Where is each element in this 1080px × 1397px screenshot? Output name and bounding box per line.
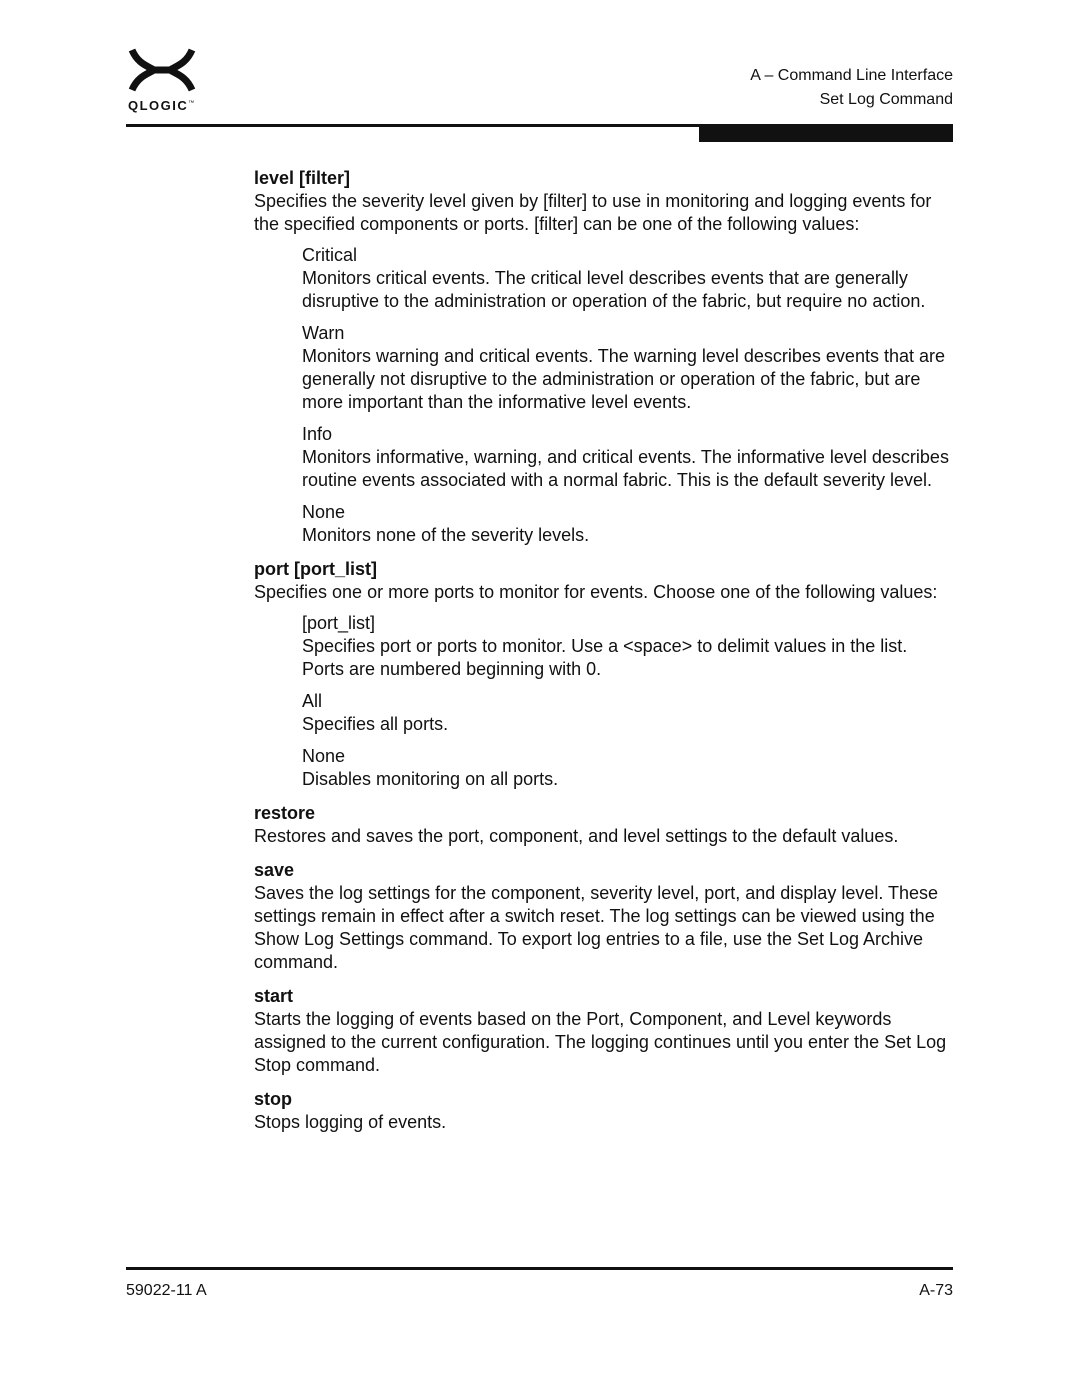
value-description: Monitors none of the severity levels. <box>302 525 590 545</box>
keyword-description: Specifies the severity level given by [filter] to use in monitoring and logging events for the specified components or ports. [filter] can be one of the following values: <box>254 191 932 234</box>
value-term: [port_list] <box>302 613 376 633</box>
value-term: Info <box>302 424 333 444</box>
value-term: None <box>302 502 346 522</box>
value-item <box>302 322 954 414</box>
value-term: None <box>302 746 346 766</box>
trademark-symbol: ™ <box>188 100 195 107</box>
running-header <box>750 64 953 112</box>
qlogic-logo <box>126 46 202 113</box>
value-description: Monitors warning and critical events. The warning level describes events that are generally not disruptive to the administration or operation of the fabric, but are more important than the informative level events. <box>302 346 945 412</box>
keyword-term: port [port_list] <box>254 559 377 579</box>
page-body <box>254 167 954 1145</box>
keyword-description: Saves the log settings for the component, severity level, port, and display level. These settings remain in effect after a switch reset. The log settings can be viewed using the Show Log Settings command. To export log entries to a file, use the Set Log Archive command. <box>254 883 939 972</box>
value-item <box>302 423 954 492</box>
keyword-term: start <box>254 986 294 1006</box>
page-number: A-73 <box>919 1282 953 1299</box>
value-item <box>302 745 954 791</box>
section-title: Set Log Command <box>819 91 953 108</box>
keyword-description: Restores and saves the port, component, and level settings to the default values. <box>254 826 899 846</box>
value-term: Warn <box>302 323 345 343</box>
entry-level <box>254 167 954 547</box>
value-term: Critical <box>302 245 358 265</box>
keyword-description: Specifies one or more ports to monitor for events. Choose one of the following values: <box>254 582 938 602</box>
keyword-description: Starts the logging of events based on the Port, Component, and Level keywords assigned to the current configuration. The logging continues until you enter the Set Log Stop command. <box>254 1009 947 1075</box>
value-description: Monitors informative, warning, and critical events. The informative level describes routine events associated with a normal fabric. This is the default severity level. <box>302 447 949 490</box>
footer-rule <box>126 1267 953 1270</box>
value-description: Specifies port or ports to monitor. Use a <space> to delimit values in the list. Ports are numbered beginning with 0. <box>302 636 908 679</box>
value-item <box>302 244 954 313</box>
value-description: Specifies all ports. <box>302 714 449 734</box>
header-rule-block <box>699 124 953 142</box>
chapter-title: A – Command Line Interface <box>750 67 953 84</box>
keyword-term: restore <box>254 803 316 823</box>
document-number: 59022-11 A <box>126 1282 207 1299</box>
keyword-term: stop <box>254 1089 292 1109</box>
value-item <box>302 501 954 547</box>
entry-restore <box>254 802 954 848</box>
value-term: All <box>302 691 323 711</box>
entry-save <box>254 859 954 974</box>
value-description: Monitors critical events. The critical level describes events that are generally disruptive to the administration or operation of the fabric, but require no action. <box>302 268 926 311</box>
entry-start <box>254 985 954 1077</box>
value-item <box>302 690 954 736</box>
value-item <box>302 612 954 681</box>
keyword-description: Stops logging of events. <box>254 1112 447 1132</box>
logo-wordmark: QLOGIC <box>128 98 189 113</box>
keyword-term: level [filter] <box>254 168 351 188</box>
keyword-term: save <box>254 860 295 880</box>
value-description: Disables monitoring on all ports. <box>302 769 559 789</box>
entry-port <box>254 558 954 791</box>
entry-stop <box>254 1088 954 1134</box>
qlogic-mark-icon <box>126 46 198 94</box>
